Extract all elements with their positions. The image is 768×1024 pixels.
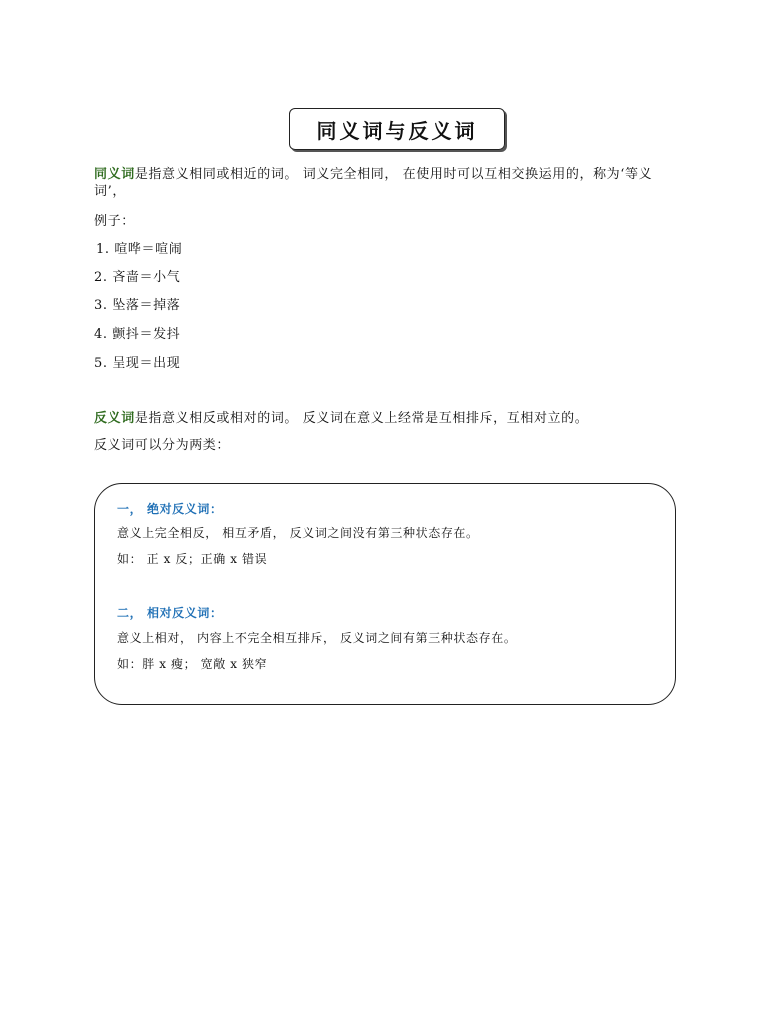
- relative-antonym-example: 如：胖 x 瘦； 宽敞 x 狭窄: [117, 657, 268, 671]
- example-item-2: 2. 吝啬＝小气: [94, 270, 181, 285]
- title-box: [289, 108, 505, 150]
- absolute-antonym-example: 如： 正 x 反；正确 x 错误: [117, 552, 268, 566]
- synonym-definition: [94, 166, 684, 200]
- relative-antonym-desc: 意义上相对， 内容上不完全相互排斥， 反义词之间有第三种状态存在。: [117, 631, 517, 645]
- page-title: 同义词与反义词: [316, 118, 478, 143]
- example-item-5: 5. 呈现＝出现: [94, 356, 181, 371]
- antonym-types-box: [94, 483, 676, 705]
- synonym-definition-text: 是指意义相同或相近的词。 词义完全相同， 在使用时可以互相交换运用的，称为‘等义词’，: [94, 167, 653, 199]
- antonym-term: 反义词: [94, 411, 135, 426]
- relative-antonym-heading: 二， 相对反义词：: [117, 606, 223, 620]
- antonym-categories-intro: 反义词可以分为两类：: [94, 438, 231, 453]
- example-item-3: 3. 坠落＝掉落: [94, 298, 181, 313]
- synonym-term: 同义词: [94, 167, 135, 182]
- examples-label: 例子：: [94, 214, 135, 229]
- absolute-antonym-heading: 一， 绝对反义词：: [117, 502, 223, 516]
- absolute-antonym-desc: 意义上完全相反， 相互矛盾， 反义词之间没有第三种状态存在。: [117, 526, 479, 540]
- example-item-1: 1. 喧哗＝喧闹: [96, 242, 183, 257]
- antonym-definition-text: 是指意义相反或相对的词。 反义词在意义上经常是互相排斥，互相对立的。: [134, 411, 589, 426]
- antonym-definition: [94, 410, 684, 427]
- example-item-4: 4. 颤抖＝发抖: [94, 327, 181, 342]
